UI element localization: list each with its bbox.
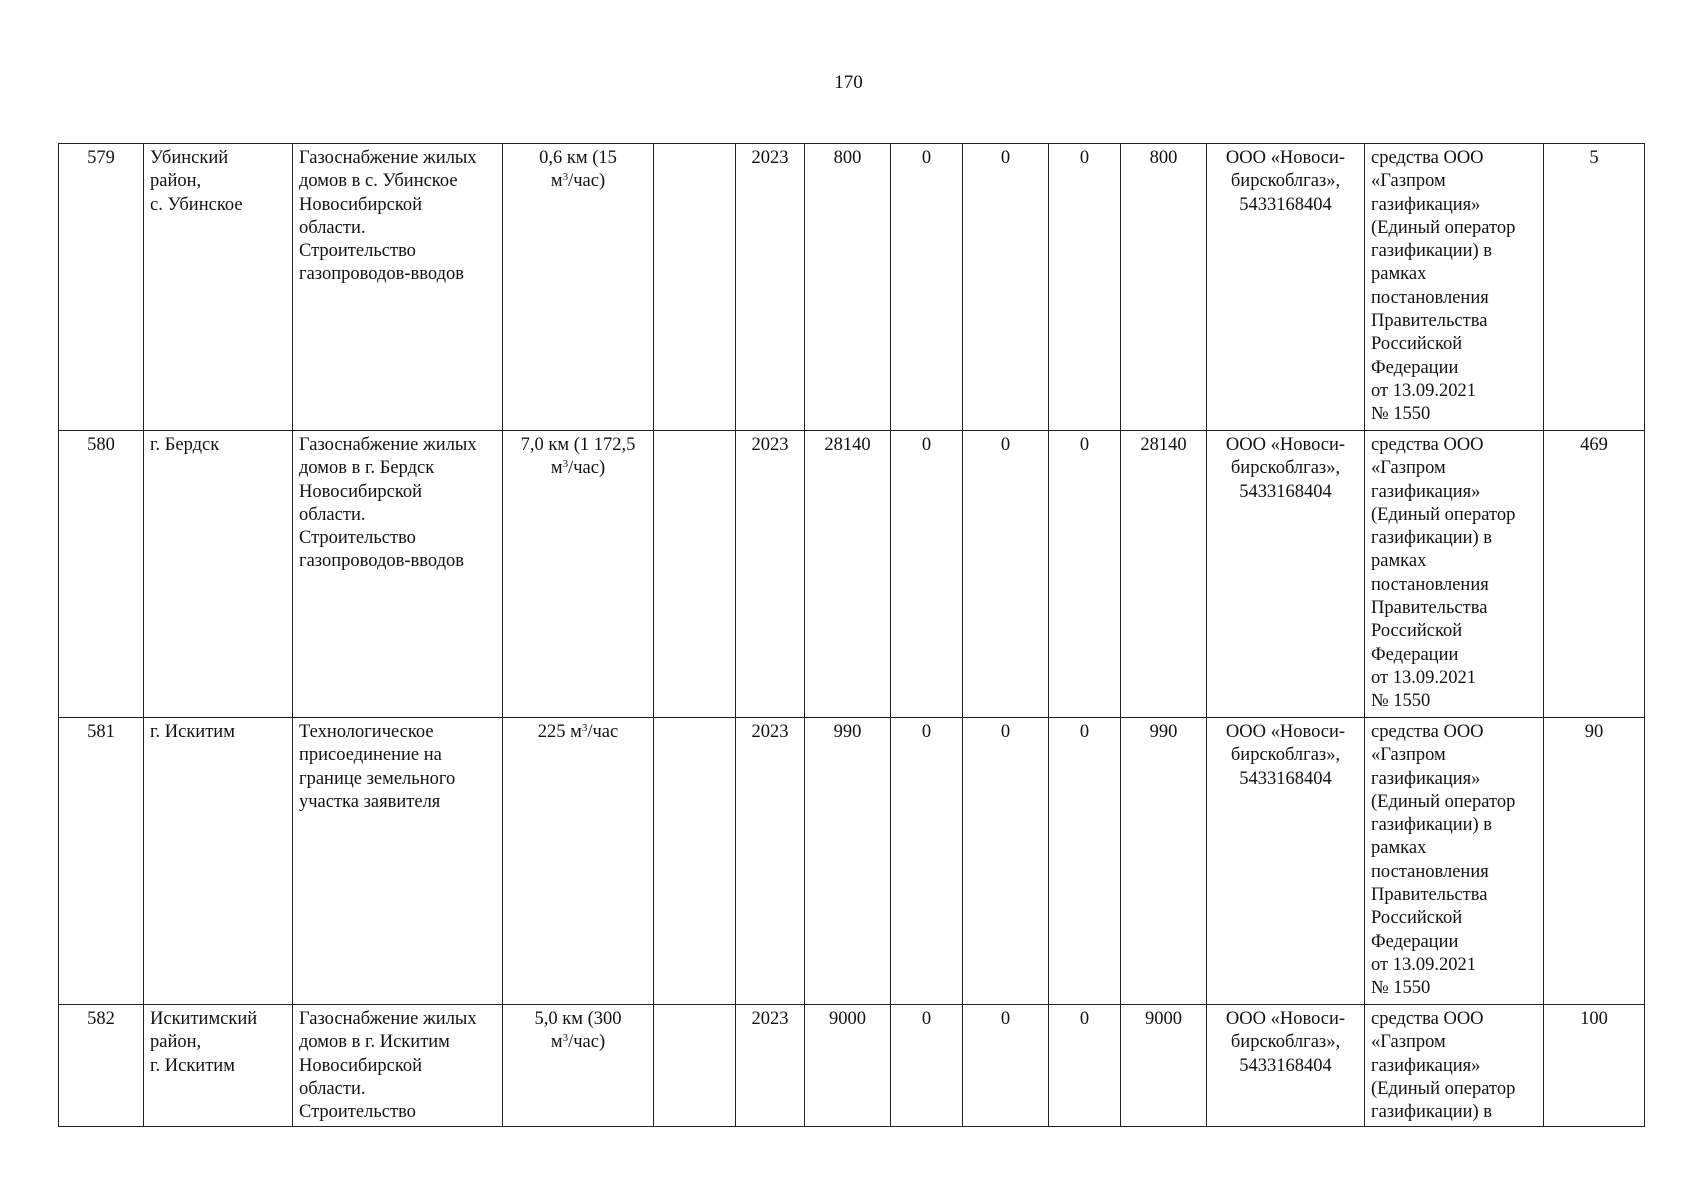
row-number: 580 [59, 431, 144, 718]
capacity-unit: /час) [568, 458, 606, 479]
capacity-cell [503, 144, 654, 431]
capacity-text: 5,0 км (300 м [534, 1009, 622, 1053]
value-cell-1: 0 [891, 144, 963, 431]
table-row [59, 1005, 1645, 1127]
funding-source-cell: средства ООО «Газпром газификация» (Единый оператор газификации) в рамках постановления Правительства Российской Федерации от 13.09.2021 № 1550 [1365, 144, 1544, 431]
capacity-text: 225 м [537, 722, 582, 742]
object-name-cell: Газоснабжение жилых домов в с. Убинское Новосибирской области. Строительство газопроводов-вводов [293, 144, 503, 431]
count-cell: 5 [1544, 144, 1645, 431]
value-cell-3: 0 [1049, 144, 1121, 431]
value-cell-2: 0 [963, 1005, 1049, 1127]
row-number: 581 [59, 718, 144, 1005]
operator-cell: ООО «Новоси- бирскоблгаз», 5433168404 [1207, 144, 1365, 431]
table-row [59, 144, 1645, 431]
total-cell: 800 [805, 144, 891, 431]
operator-cell: ООО «Новоси- бирскоблгаз», 5433168404 [1207, 718, 1365, 1005]
page-number: 170 [834, 72, 863, 93]
capacity-cell [503, 431, 654, 718]
operator-cell: ООО «Новоси- бирскоблгаз», 5433168404 [1207, 431, 1365, 718]
operator-cell: ООО «Новоси- бирскоблгаз», 5433168404 [1207, 1005, 1365, 1127]
empty-cell [654, 144, 736, 431]
empty-cell [654, 1005, 736, 1127]
capacity-superscript: 3 [562, 171, 569, 184]
count-cell: 469 [1544, 431, 1645, 718]
funding-source-cell: средства ООО «Газпром газификация» (Единый оператор газификации) в рамках постановления Правительства Российской Федерации от 13.09.2021 № 1550 [1365, 718, 1544, 1005]
value-cell-3: 0 [1049, 1005, 1121, 1127]
capacity-unit: /час) [568, 1032, 606, 1053]
value-cell-4: 990 [1121, 718, 1207, 1005]
value-cell-1: 0 [891, 1005, 963, 1127]
value-cell-1: 0 [891, 431, 963, 718]
location-cell: г. Бердск [144, 431, 293, 718]
value-cell-4: 28140 [1121, 431, 1207, 718]
value-cell-2: 0 [963, 431, 1049, 718]
empty-cell [654, 718, 736, 1005]
total-cell: 9000 [805, 1005, 891, 1127]
year-cell: 2023 [736, 718, 805, 1005]
object-name-cell: Технологическое присоединение на границе земельного участка заявителя [293, 718, 503, 1005]
value-cell-2: 0 [963, 144, 1049, 431]
capacity-unit: /час [587, 722, 619, 742]
location-cell: г. Искитим [144, 718, 293, 1005]
capacity-superscript: 3 [562, 1032, 569, 1045]
value-cell-4: 9000 [1121, 1005, 1207, 1127]
empty-cell [654, 431, 736, 718]
capacity-text: 7,0 км (1 172,5 м [520, 435, 636, 479]
count-cell: 100 [1544, 1005, 1645, 1127]
row-number: 582 [59, 1005, 144, 1127]
capacity-cell [503, 1005, 654, 1127]
funding-source-cell: средства ООО «Газпром газификация» (Единый оператор газификации) в [1365, 1005, 1544, 1127]
capacity-superscript: 3 [581, 722, 588, 734]
funding-source-cell: средства ООО «Газпром газификация» (Единый оператор газификации) в рамках постановления Правительства Российской Федерации от 13.09.2021 № 1550 [1365, 431, 1544, 718]
capacity-unit: /час) [568, 171, 606, 192]
location-cell: Убинский район, с. Убинское [144, 144, 293, 431]
total-cell: 28140 [805, 431, 891, 718]
value-cell-3: 0 [1049, 718, 1121, 1005]
year-cell: 2023 [736, 431, 805, 718]
value-cell-4: 800 [1121, 144, 1207, 431]
capacity-text: 0,6 км (15 м [539, 148, 617, 192]
table-row [59, 431, 1645, 718]
value-cell-1: 0 [891, 718, 963, 1005]
year-cell: 2023 [736, 1005, 805, 1127]
value-cell-3: 0 [1049, 431, 1121, 718]
year-cell: 2023 [736, 144, 805, 431]
object-name-cell: Газоснабжение жилых домов в г. Искитим Новосибирской области. Строительство [293, 1005, 503, 1127]
gasification-table [58, 143, 1645, 1127]
table-row [59, 718, 1645, 1005]
total-cell: 990 [805, 718, 891, 1005]
capacity-superscript: 3 [562, 458, 569, 471]
count-cell: 90 [1544, 718, 1645, 1005]
capacity-cell [503, 718, 654, 1005]
value-cell-2: 0 [963, 718, 1049, 1005]
object-name-cell: Газоснабжение жилых домов в г. Бердск Новосибирской области. Строительство газопроводов-вводов [293, 431, 503, 718]
row-number: 579 [59, 144, 144, 431]
location-cell: Искитимский район, г. Искитим [144, 1005, 293, 1127]
